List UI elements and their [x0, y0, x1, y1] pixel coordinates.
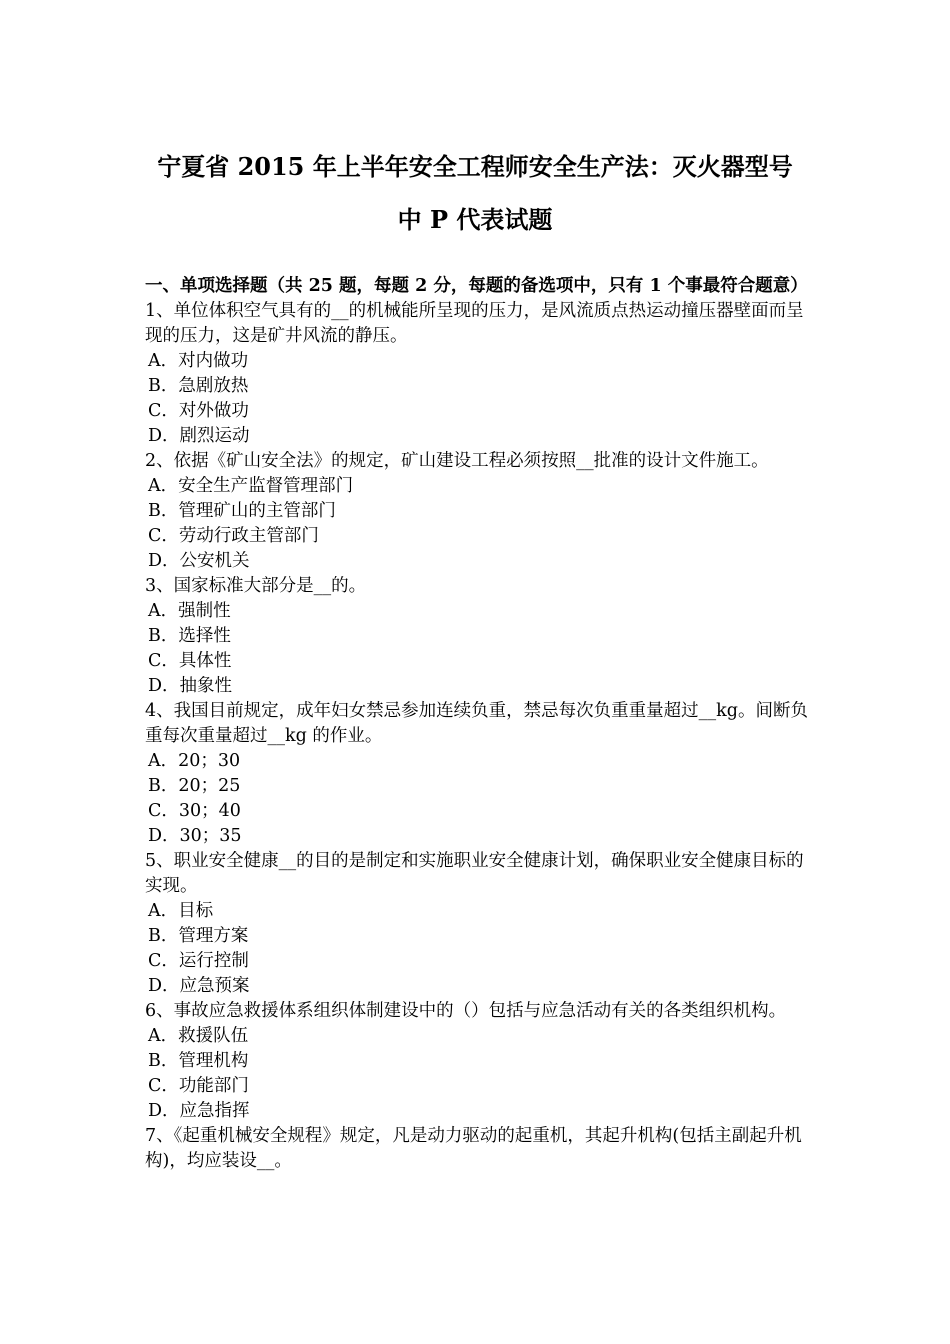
option-c: C．功能部门 [148, 1076, 249, 1096]
option-a: A．强制性 [148, 601, 231, 621]
option-a: A．安全生产监督管理部门 [148, 476, 354, 496]
option-c: C．运行控制 [148, 951, 249, 971]
option-d: D．30；35 [148, 826, 242, 846]
option-a: A．救援队伍 [148, 1026, 249, 1046]
option-d: D．剧烈运动 [148, 426, 250, 446]
question-text: 2、依据《矿山安全法》的规定，矿山建设工程必须按照__批准的设计文件施工。 [145, 451, 769, 471]
question-2 [145, 449, 815, 574]
option-a: A．目标 [148, 901, 214, 921]
question-4 [145, 699, 815, 849]
question-text: 5、职业安全健康__的目的是制定和实施职业安全健康计划，确保职业安全健康目标的实现。 [145, 851, 804, 896]
question-3 [145, 574, 815, 699]
option-b: B．管理矿山的主管部门 [148, 501, 336, 521]
option-b: B．急剧放热 [148, 376, 249, 396]
option-d: D．应急预案 [148, 976, 250, 996]
option-c: C．对外做功 [148, 401, 249, 421]
option-b: B．20；25 [148, 776, 241, 796]
document-body [145, 274, 815, 1174]
option-b: B．管理机构 [148, 1051, 249, 1071]
option-b: B．选择性 [148, 626, 231, 646]
question-7 [145, 1124, 815, 1174]
question-6 [145, 999, 815, 1124]
option-c: C．具体性 [148, 651, 232, 671]
option-c: C．劳动行政主管部门 [148, 526, 319, 546]
option-d: D．公安机关 [148, 551, 250, 571]
question-text: 3、国家标准大部分是__的。 [145, 576, 367, 596]
question-1 [145, 299, 815, 449]
option-d: D．抽象性 [148, 676, 233, 696]
option-c: C．30；40 [148, 801, 241, 821]
document-title-line-1: 宁夏省 2015 年上半年安全工程师安全生产法：灭火器型号 [157, 152, 793, 181]
question-5 [145, 849, 815, 999]
question-text: 4、我国目前规定，成年妇女禁忌参加连续负重，禁忌每次负重重量超过__kg。间断负重每次重量超过__kg 的作业。 [145, 701, 808, 746]
question-text: 1、单位体积空气具有的__的机械能所呈现的压力，是风流质点热运动撞压器壁面而呈现的压力，这是矿井风流的静压。 [145, 301, 804, 346]
section-header: 一、单项选择题（共 25 题，每题 2 分，每题的备选项中，只有 1 个事最符合题意） [145, 276, 808, 296]
option-a: A．20；30 [148, 751, 241, 771]
option-d: D．应急指挥 [148, 1101, 250, 1121]
question-text: 6、事故应急救援体系组织体制建设中的（）包括与应急活动有关的各类组织机构。 [145, 1001, 787, 1021]
question-text: 7、《起重机械安全规程》规定，凡是动力驱动的起重机，其起升机构(包括主副起升机构)，均应装设__。 [145, 1126, 802, 1171]
option-b: B．管理方案 [148, 926, 249, 946]
option-a: A．对内做功 [148, 351, 249, 371]
document-title-line-2: 中 P 代表试题 [397, 205, 553, 234]
